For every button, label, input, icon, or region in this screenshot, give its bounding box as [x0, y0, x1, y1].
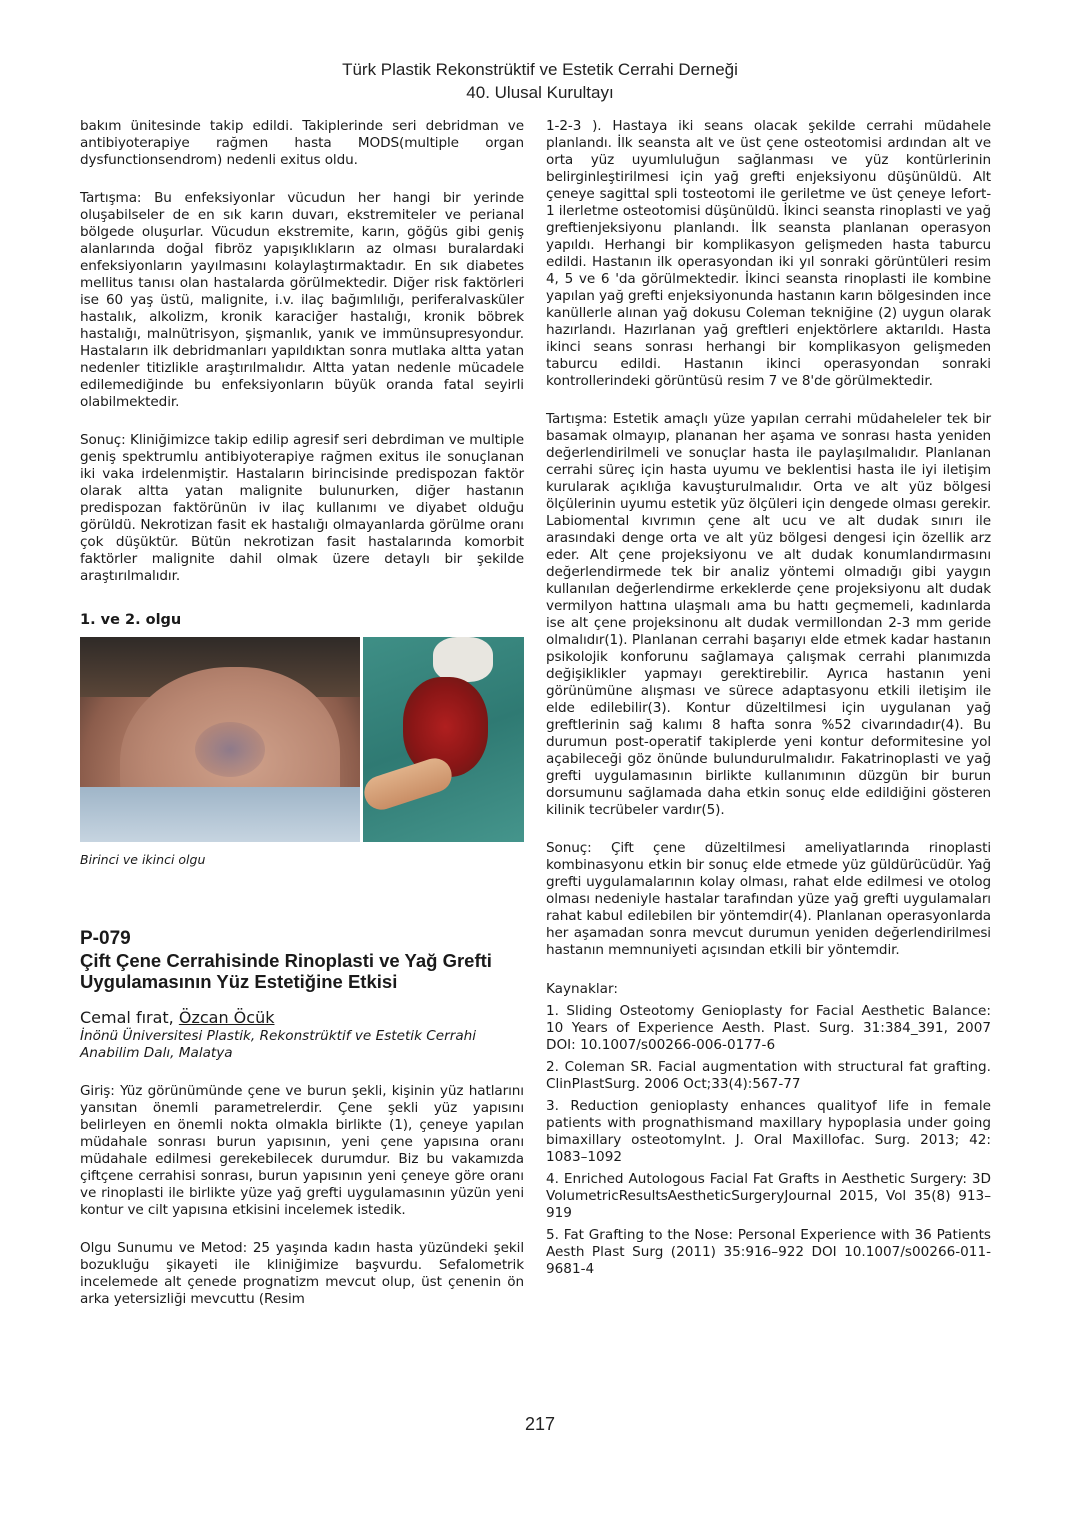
left-paragraph-case: Olgu Sunumu ve Metod: 25 yaşında kadın hasta yüzündeki şekil bozukluğu şikayeti ile kliniğimize başvurdu. Sefalometrik incelemede alt çenede prognatizm mevcut olup, üst çenenin ön arka yetersizliği mevcuttu (Resim	[80, 1240, 524, 1307]
reference-item: 1. Sliding Osteotomy Genioplasty for Facial Aesthetic Balance: 10 Years of Experience Aesth. Plast. Surg. 31:384_391, 2007 DOI: 10.1007/s00266-006-0177-6	[546, 1003, 991, 1053]
page-header	[0, 58, 1080, 104]
right-column	[546, 118, 991, 1278]
poster-title: Çift Çene Cerrahisinde Rinoplasti ve Yağ Grefti Uygulamasının Yüz Estetiğine Etkisi	[80, 950, 492, 992]
reference-item: 4. Enriched Autologous Facial Fat Grafts in Aesthetic Surgery: 3D VolumetricResultsAestheticSurgeryJournal 2015, Vol 35(8) 913–919	[546, 1171, 991, 1221]
right-paragraph-case-continued: 1-2-3 ). Hastaya iki seans olacak şekilde cerrahi müdahele planlandı. İlk seansta alt ve üst çene osteotomisi ardından alt ve orta yüz uyumluluğun sağlanması ve yüz kontürlerinin belirginleştirilmesi için yağ grefti enjeksiyonu düşünüldü. Alt çeneye sagittal spli tosteotomi ile geriletme ve üst çeneye lefort-1 ilerletme osteotomisi düşünüldü. İkinci seansta rinoplasti ve yağ greftienjeksiyonu planlandı. İlk seansta planlanan operasyon yapıldı. Herhangi bir komplikasyon gelişmeden hasta taburcu edildi. Hastanın ilk operasyondan iki yıl sonraki görüntüleri resim 4, 5 ve 6 'da görülmektedir. İkinci seansta rinoplasti ile kombine yapılan yağ grefti enjeksiyonunda hastanın karın bölgesinden ince kanüllerle alınan yağ dokusu Coleman tekniğine (2) uygun olarak hazırlandı. Hazırlanan yağ greftleri enjektörlere aktarıldı. Hasta ikinci seans sonrası herhangi bir komplikasyon gelişmeden taburcu edildi. Hastanın ikinci operasyondan sonraki kontrollerindeki görüntüsü resim 7 ve 8'de görülmektedir.	[546, 118, 991, 389]
header-congress: 40. Ulusal Kurultayı	[466, 83, 614, 102]
author-presenting: Özcan Öcük	[178, 1008, 275, 1027]
poster-code: P-079	[80, 928, 131, 949]
references-title: Kaynaklar:	[546, 981, 618, 997]
left-paragraph-introduction: Giriş: Yüz görünümünde çene ve burun şekli, kişinin yüz hatlarını yansıtan önemli parametrelerdir. Çene şekli yüz yapısını belirleyen en önemli nokta olmakla birlikte (1), çeneye yapılan müdahale sonrası burun yapısının, yeni çene yapısına oranı müdahale edilmesi gerekebilecek durumdur. Biz bu vakamızda çiftçene cerrahisi sonrası, burun yapısının yeni çeneye göre oranı ve rinoplasti ile birlikte yüze yağ grefti uygulamasının yüzün yeni kontur ve cilt yapısına etkisini incelemek istedik.	[80, 1083, 524, 1218]
header-society: Türk Plastik Rekonstrüktif ve Estetik Cerrahi Derneği	[342, 60, 738, 79]
affiliation: İnönü Üniversitesi Plastik, Rekonstrüktif ve Estetik Cerrahi Anabilim Dalı, Malatya	[80, 1028, 477, 1061]
reference-item: 2. Coleman SR. Facial augmentation with structural fat grafting. ClinPlastSurg. 2006 Oct;33(4):567-77	[546, 1059, 991, 1092]
author-first: Cemal fırat,	[80, 1008, 174, 1027]
reference-item: 3. Reduction genioplasty enhances qualityof life in female patients with prognathismand maxillary hypoplasia under going bimaxillary osteotomyInt. J. Oral Maxillofac. Surg. 2013; 42: 1083–1092	[546, 1098, 991, 1165]
left-paragraph-discussion: Tartışma: Bu enfeksiyonlar vücudun her hangi bir yerinde oluşabilseler de en sık karın duvarı, ekstremiteler ve perianal bölgede oluşurlar. Vücudun ekstremite, karın, göğüs gibi geniş alanlarında doğal fibröz yapışıklıkların az olması buralardaki enfeksiyonların yayılmasını kolaylaştırmaktadır. En sık diabetes mellitus tanısı olan hastalarda görülmektedir. Diğer risk faktörleri ise 60 yaş üstü, malignite, i.v. ilaç bağımlılığı, periferalvasküler hastalık, alkolizm, kronik karaciğer hastalığı, kronik böbrek hastalığı, malnütrisyon, şişmanlık, yanık ve immünsupresyondur. Hastaların ilk debridmanları yapıldıktan sonra mutlaka altta yatan nedenler titizlikle araştırılmalıdır. Altta yatan nedenle mücadele edilemediğinde bu enfeksiyonların büyük oranda fatal seyirli olabilmektedir.	[80, 190, 524, 410]
left-paragraph-1: bakım ünitesinde takip edildi. Takiplerinde seri debridman ve antibiyoterapiye rağmen hasta MODS(multiple organ dysfunctionsendrom) nedenli exitus oldu.	[80, 118, 524, 168]
case-title: 1. ve 2. olgu	[80, 612, 182, 628]
right-paragraph-discussion: Tartışma: Estetik amaçlı yüze yapılan cerrahi müdaheleler tek bir basamak olmayıp, plananan her aşama ve sonrası hasta yeniden değerlendirilmeli ve sonuçlar hasta ile paylaşılmalıdır. Planlanan cerrahi süreç için hasta uyumu ve beklentisi hasta ile iyi iletişim kurularak açıklığa kavuşturulmalıdır. Orta ve alt yüz bölgesi ölçülerinin uyumu estetik yüz ölçüleri için dengede olması gerekir. Labiomental kıvrımın çene alt ucu ve alt dudak sınırı ile arasındaki denge orta ve alt yüz bölgesi dengesi için özellik arz eder. Alt çene projeksiyonu ve alt dudak konumlandırmasını değerlendirmede tek bir analiz yöntemi olmadığı gibi yaygın kullanılan değerlendirme erkeklerde çene projeksiyonu alt dudak vermilyon hattına ulaşmalı ama bu hattı geçmemeli, kadınlarda ise alt çene projeksinonu alt dudak vermillondan 2-3 mm geride olmalıdır(1). Planlanan cerrahi başarıyı elde etmek kadar hastanın psikolojik konforunu sağlamaya çalışmak cerrahi planımızda değişiklikler yapmayı gerektirebilir. Ayrıca hastanın yeni görünümüne alışması ve sürece adaptasyonu etkili iletişim ile elde edilebilir(3). Kontur düzeltilmesi için uygulanan yağ greftlerinin sağ kalımı 8 hafta sonra %52 civarındadır(4). Bu durumun post-operatif takiplerde yeni kontur deformitesine yol açabileceği göz önünde bulundurulmalıdır. Fakatrinoplasti ve yağ grefti uygulamasının birlikte kullanımının düzgün bir burun dorsumunu sağlamada daha etkin sonuç elde edildiğini gösteren kilinik tecrübeler vardır(5).	[546, 411, 991, 818]
page-number: 217	[524, 1414, 556, 1434]
case-figure	[80, 637, 524, 842]
right-paragraph-conclusion: Sonuç: Çift çene düzeltilmesi ameliyatlarında rinoplasti kombinasyonu etkin bir sonuç elde etmede yüz güldürücüdür. Yağ grefti uygulamalarının kolay olması, rahat elde edilmesi ve otolog olması nedeniyle hastalar tarafından yüze yağ grefti uygulamaları rahat kabul edilebilen bir yöntemdir(4). Planlanan operasyonlarda her aşamadan sonra mevcut durumun yeniden değerlendirilmesi hastanın memnuniyeti açısından etkili bir yöntemdir.	[546, 840, 991, 958]
reference-item: 5. Fat Grafting to the Nose: Personal Experience with 36 Patients Aesth Plast Surg (2011) 35:916–922 DOI 10.1007/s00266-011-9681-4	[546, 1227, 991, 1277]
authors	[80, 1008, 524, 1028]
left-column	[80, 118, 524, 1308]
case-photo-second	[363, 637, 524, 842]
left-paragraph-conclusion: Sonuç: Kliniğimizce takip edilip agresif seri debrdiman ve multiple geniş spektrumlu antibiyoterapiye rağmen exitus ile sonuçlanan iki vaka irdelenmiştir. Hastaların birincisinde predispozan faktör olarak altta yatan malignite bulunurken, diğer hastanın predispozan faktörünün iv ilaç kullanımı ve diyabet olduğu görüldü. Nekrotizan fasit ek hastalığı olmayanlarda görülme oranı çok düşüktür. Bütün nekrotizan fasit hastalarında komorbit faktörler malignite dahil olmak üzere detaylı bir şekilde araştırılmalıdır.	[80, 432, 524, 584]
case-photo-first	[80, 637, 360, 842]
figure-caption: Birinci ve ikinci olgu	[80, 852, 206, 867]
